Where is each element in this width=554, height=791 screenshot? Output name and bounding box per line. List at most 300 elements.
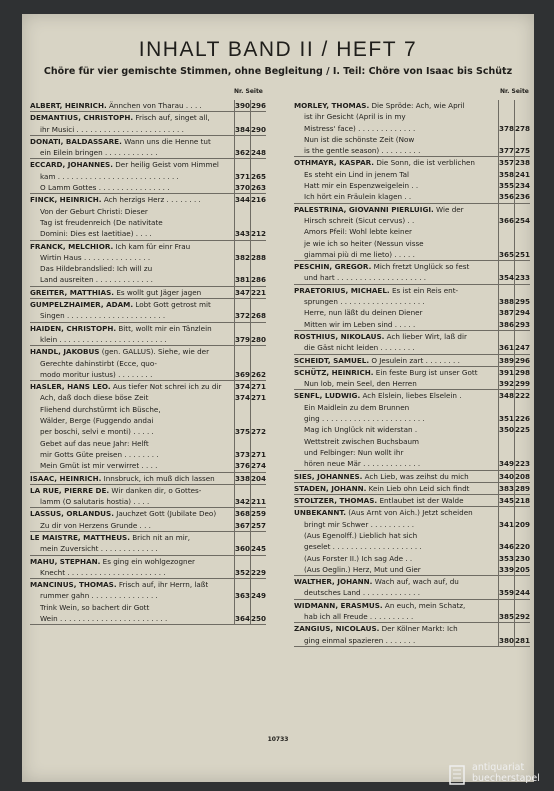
entry-number [234, 602, 250, 613]
entry-page: 294 [515, 308, 530, 318]
entry-number [498, 600, 514, 611]
index-line [294, 483, 530, 494]
index-entry [30, 194, 266, 240]
entry-number [498, 285, 514, 296]
entry-page: 230 [515, 553, 530, 563]
entry-page: 288 [251, 252, 266, 262]
entry-number: 363 [235, 591, 251, 601]
entry-text [294, 436, 498, 447]
index-line [30, 496, 266, 507]
entry-page: 216 [251, 195, 266, 205]
work-title: Aus tiefer Not schrei ich zu dir [110, 382, 222, 392]
work-title: modo moritur iustus) . . . . . . . . [40, 369, 153, 379]
watermark-line-1: antiquariat [472, 762, 525, 773]
work-title: Gebet auf das neue Jahr: Helft [40, 438, 149, 448]
work-title: (Aus Arnt von Aich.) Jetzt scheiden [345, 508, 473, 518]
entry-page [250, 579, 266, 590]
index-line [294, 331, 530, 342]
entry-number: 358 [499, 169, 515, 179]
entry-text [294, 471, 498, 482]
entry-page [250, 404, 266, 415]
entry-number: 371 [235, 171, 251, 181]
entry-text [30, 136, 234, 147]
entry-text [30, 473, 234, 484]
work-title: Entlaubet ist der Walde [377, 496, 464, 506]
work-title: Land ausreiten . . . . . . . . . . . . . [40, 275, 153, 285]
entry-page: 280 [251, 334, 266, 344]
entry-text [294, 180, 498, 191]
work-title: kam . . . . . . . . . . . . . . . . . . . . . . . . . . . [40, 171, 179, 181]
index-entry [294, 367, 530, 391]
entry-text [294, 226, 498, 237]
index-line [30, 274, 266, 285]
entry-number: 347 [235, 287, 251, 297]
entry-number: 379 [235, 334, 251, 344]
entry-text [294, 447, 498, 458]
entry-page: 234 [515, 181, 530, 191]
index-line [30, 323, 266, 334]
entry-page [250, 415, 266, 426]
entry-page [250, 532, 266, 543]
entry-page: 220 [515, 542, 530, 552]
entry-number: 383 [499, 483, 515, 493]
entry-text [294, 157, 498, 168]
index-line [294, 123, 530, 134]
entry-page: 238 [515, 158, 530, 168]
work-title: Mistress' face) . . . . . . . . . . . . . [304, 123, 416, 133]
work-title: Zu dir von Herzens Grunde . . . [40, 520, 151, 530]
entry-number [498, 261, 514, 272]
entry-number: 377 [499, 146, 515, 156]
index-line [294, 100, 530, 111]
work-title: Ein feste Burg ist unser Gott [373, 367, 478, 377]
entry-number [234, 404, 250, 415]
entry-number [234, 136, 250, 147]
work-title: Ach herzigs Herz . . . . . . . . [101, 195, 201, 205]
work-title: Gerechte dahinstirbt (Ecce, quo- [40, 358, 157, 368]
index-line [294, 436, 530, 447]
entry-page [514, 238, 530, 249]
entry-text [30, 263, 234, 274]
composer-name: SENFL, LUDWIG. [294, 391, 361, 401]
index-entry [30, 473, 266, 485]
entry-page: 272 [251, 427, 266, 437]
composer-name: STADEN, JOHANN. [294, 483, 367, 493]
entry-number: 390 [235, 101, 251, 110]
index-line [30, 485, 266, 496]
entry-page: 254 [515, 215, 530, 225]
composer-name: SCHÜTZ, HEINRICH. [294, 367, 374, 377]
index-entry [294, 576, 530, 600]
entry-page [514, 507, 530, 518]
entry-number [498, 226, 514, 237]
entry-number: 360 [235, 544, 251, 554]
index-line [294, 215, 530, 226]
entry-text [30, 206, 234, 217]
entry-number: 385 [499, 612, 515, 622]
entry-text [294, 553, 498, 564]
index-line [30, 602, 266, 613]
entry-text [30, 194, 234, 205]
entry-text [30, 323, 234, 334]
left-index-column [30, 100, 266, 625]
entry-number: 387 [499, 308, 515, 318]
index-entry [30, 556, 266, 580]
work-title: Wann uns die Henne tut [121, 136, 211, 146]
entry-text [294, 319, 498, 330]
watermark [448, 762, 552, 790]
entry-number: 373 [235, 449, 251, 459]
work-title: Hirsch schreit (Sicut cervus) . . [304, 215, 415, 225]
index-line [294, 635, 530, 646]
index-line [294, 249, 530, 260]
entry-number: 389 [499, 355, 515, 365]
entry-number [234, 485, 250, 496]
entry-text [294, 541, 498, 552]
work-title: Brich nit an mir, [129, 532, 191, 542]
work-title: Kein Lieb ohn Leid sich findt [366, 483, 470, 493]
work-title: Der Kölner Markt: Ich [379, 624, 458, 634]
index-line [294, 285, 530, 296]
index-entry [30, 381, 266, 472]
entry-text [294, 402, 498, 413]
work-title: O Jesulein zart . . . . . . . . [369, 355, 460, 365]
index-line [294, 355, 530, 366]
entry-page [514, 204, 530, 215]
index-line [30, 252, 266, 263]
composer-name: WALTHER, JOHANN. [294, 577, 373, 587]
index-entry [30, 346, 266, 381]
index-entry [294, 261, 530, 285]
index-line [30, 287, 266, 298]
entry-page: 268 [251, 311, 266, 321]
entry-number: 367 [235, 520, 251, 530]
entry-text [294, 238, 498, 249]
index-line [294, 226, 530, 237]
entry-text [30, 217, 234, 228]
entry-text [294, 564, 498, 575]
work-title: Hatt mir ein Espenzweigelein . . [304, 181, 419, 191]
entry-text [30, 100, 234, 111]
entry-text [294, 355, 498, 366]
entry-number: 340 [499, 471, 515, 481]
index-entry [294, 355, 530, 367]
index-entry [30, 100, 266, 112]
entry-number: 350 [499, 425, 515, 435]
entry-page: 296 [251, 101, 266, 110]
entry-text [30, 159, 234, 170]
entry-text [30, 520, 234, 531]
entry-number [498, 100, 514, 111]
entry-page: 204 [251, 473, 266, 483]
index-line [30, 147, 266, 158]
index-entry [294, 100, 530, 157]
entry-text [294, 424, 498, 435]
entry-number: 356 [499, 192, 515, 202]
entry-text [294, 495, 498, 506]
index-line [294, 424, 530, 435]
entry-text [30, 404, 234, 415]
entry-text [30, 252, 234, 263]
work-title: Wälder, Berge (Fuggendo andai [40, 416, 154, 426]
index-entry [294, 285, 530, 331]
index-line [30, 473, 266, 484]
entry-text [30, 567, 234, 578]
work-title: Fliehend durchstürmt ich Büsche, [40, 404, 161, 414]
entry-text [30, 381, 234, 392]
index-line [30, 449, 266, 460]
entry-number: 384 [235, 124, 251, 134]
entry-text [30, 299, 234, 310]
work-title: Mein Gmüt ist mir verwirret . . . . [40, 461, 158, 471]
entry-number: 370 [235, 183, 251, 193]
entry-page [514, 447, 530, 458]
entry-text [294, 587, 498, 598]
index-entry [30, 241, 266, 287]
entry-number: 364 [235, 614, 251, 624]
index-line [30, 299, 266, 310]
entry-number: 362 [235, 148, 251, 158]
index-line [30, 358, 266, 369]
entry-page [250, 136, 266, 147]
entry-text [294, 123, 498, 134]
composer-name: WIDMANN, ERASMUS. [294, 600, 383, 610]
entry-page: 265 [251, 171, 266, 181]
entry-number: 341 [499, 519, 515, 529]
work-title: Die Spröde: Ach, wie April [369, 101, 465, 110]
composer-name: LE MAISTRE, MATTHEUS. [30, 532, 130, 542]
entry-number [498, 447, 514, 458]
entry-page: 221 [251, 287, 266, 297]
work-title: ihr Musici . . . . . . . . . . . . . . . . . . . . . . . . [40, 124, 184, 134]
book-page [22, 14, 534, 782]
work-title: Knecht . . . . . . . . . . . . . . . . . . . . . . [40, 567, 166, 577]
entry-page [514, 530, 530, 541]
entry-number: 392 [499, 379, 515, 389]
entry-number: 357 [499, 158, 515, 168]
page-footer-number: 10733 [267, 736, 289, 743]
entry-page: 271 [251, 382, 266, 392]
page-subtitle: Chöre für vier gemischte Stimmen, ohne Begleitung / I. Teil: Chöre von Isaac bis Schütz [43, 66, 513, 77]
composer-name: PRAETORIUS, MICHAEL. [294, 285, 390, 295]
entry-page: 292 [515, 612, 530, 622]
entry-number: 391 [499, 367, 515, 377]
index-line [30, 159, 266, 170]
entry-number: 381 [235, 275, 251, 285]
entry-text [294, 635, 498, 646]
entry-page [514, 226, 530, 237]
work-title: Wettstreit zwischen Buchsbaum [304, 436, 420, 446]
index-line [294, 447, 530, 458]
entry-number: 382 [235, 252, 251, 262]
entry-page: 290 [251, 124, 266, 134]
entry-page: 296 [515, 355, 530, 365]
index-line [30, 404, 266, 415]
entry-number: 359 [499, 588, 515, 598]
work-title: O Lamm Gottes . . . . . . . . . . . . . . . . [40, 183, 170, 193]
entry-number [234, 323, 250, 334]
composer-name: LA RUE, PIERRE DE. [30, 485, 110, 495]
entry-page: 271 [251, 393, 266, 403]
work-title: Von der Geburt Christi: Dieser [40, 206, 148, 216]
composer-name: FRANCK, MELCHIOR. [30, 241, 114, 251]
index-line [294, 378, 530, 389]
work-title: Nun lob, mein Seel, den Herren [304, 379, 417, 389]
index-line [30, 567, 266, 578]
index-line [30, 426, 266, 437]
composer-name: MANCINUS, THOMAS. [30, 580, 117, 590]
index-line [30, 228, 266, 239]
work-title: Das Hildebrandslied: Ich will zu [40, 264, 153, 274]
index-line [294, 134, 530, 145]
index-line [30, 613, 266, 624]
work-title: Es wollt gut Jäger jagen [114, 287, 202, 297]
entry-text [30, 358, 234, 369]
index-line [30, 520, 266, 531]
index-line [30, 100, 266, 111]
index-line [294, 204, 530, 215]
work-title: Trink Wein, so bachert dir Gott [40, 602, 150, 612]
index-line [294, 471, 530, 482]
entry-page [514, 436, 530, 447]
watermark-text [472, 762, 540, 784]
index-line [294, 169, 530, 180]
entry-text [294, 378, 498, 389]
index-line [294, 564, 530, 575]
entry-number: 348 [499, 391, 515, 401]
entry-page: 223 [515, 459, 530, 469]
work-title: (Aus Forster II.) Ich sag Ade . . [304, 553, 413, 563]
entry-text [30, 556, 234, 567]
composer-name: GREITER, MATTHIAS. [30, 287, 115, 297]
entry-number: 372 [235, 311, 251, 321]
index-line [294, 587, 530, 598]
page-title: INHALT BAND II / HEFT 7 [138, 38, 418, 61]
entry-text [294, 215, 498, 226]
composer-name: OTHMAYR, KASPAR. [294, 158, 375, 168]
entry-text [294, 483, 498, 494]
right-index-column [294, 100, 530, 647]
entry-text [30, 369, 234, 380]
entry-number [234, 112, 250, 123]
entry-page: 259 [251, 509, 266, 519]
entry-number [234, 438, 250, 449]
index-line [294, 495, 530, 506]
entry-page: 295 [515, 297, 530, 307]
work-title: Es ging ein wohlgezogner [100, 556, 195, 566]
index-line [294, 623, 530, 634]
work-title: geselet . . . . . . . . . . . . . . . . . . . . [304, 542, 422, 552]
composer-name: LASSUS, ORLANDUS. [30, 509, 114, 519]
work-title: ein Eilein bringen . . . . . . . . . . . . [40, 148, 158, 158]
index-line [30, 460, 266, 471]
entry-number: 386 [499, 319, 515, 329]
index-line [294, 145, 530, 156]
entry-text [294, 623, 498, 634]
entry-page [514, 100, 530, 111]
entry-page [250, 602, 266, 613]
entry-text [30, 346, 234, 357]
work-title: sprungen . . . . . . . . . . . . . . . . . . . [304, 297, 425, 307]
entry-text [294, 413, 498, 424]
index-line [30, 346, 266, 357]
index-line [294, 261, 530, 272]
work-title: per boschi, selvi e monti) . . . . . [40, 427, 154, 437]
work-title: und Felbinger: Nun wollt ihr [304, 447, 404, 457]
index-line [30, 543, 266, 554]
index-line [30, 136, 266, 147]
composer-name: ALBERT, HEINRICH. [30, 101, 107, 110]
entry-page [250, 358, 266, 369]
index-line [30, 217, 266, 228]
entry-page: 247 [515, 343, 530, 353]
work-title: Mag ich Unglück nit widerstan . [304, 425, 418, 435]
work-title: Wirtin Haus . . . . . . . . . . . . . . . [40, 252, 151, 262]
work-title: (Aus Egenolff.) Lieblich hat sich [304, 530, 418, 540]
index-entry [30, 508, 266, 532]
entry-page [250, 263, 266, 274]
entry-page: 263 [251, 183, 266, 193]
entry-page: 225 [515, 425, 530, 435]
index-line [30, 194, 266, 205]
entry-page: 209 [515, 519, 530, 529]
index-line [30, 112, 266, 123]
entry-text [30, 171, 234, 182]
entry-text [294, 272, 498, 283]
entry-number [498, 331, 514, 342]
entry-number: 369 [235, 369, 251, 379]
work-title: ging einmal spazieren . . . . . . . [304, 635, 416, 645]
entry-number: 353 [499, 553, 515, 563]
entry-page: 278 [515, 123, 530, 133]
index-line [30, 171, 266, 182]
entry-number: 378 [499, 123, 515, 133]
index-entry [30, 112, 266, 136]
work-title: Frisch auf, singet all, [133, 113, 210, 123]
entry-text [294, 458, 498, 469]
composer-name: SCHEIDT, SAMUEL. [294, 355, 370, 365]
work-title: Ach lieber Wirt, laß dir [384, 331, 467, 341]
entry-page [514, 402, 530, 413]
work-title: Herre, nun läßt du deinen Diener [304, 308, 423, 318]
entry-text [294, 261, 498, 272]
entry-page [250, 206, 266, 217]
work-title: Ich kam für einr Frau [113, 241, 191, 251]
entry-number: 346 [499, 542, 515, 552]
entry-text [294, 307, 498, 318]
entry-number: 343 [235, 229, 251, 239]
composer-name: DEMANTIUS, CHRISTOPH. [30, 113, 134, 123]
work-title: ging . . . . . . . . . . . . . . . . . . . . . . . [304, 414, 425, 424]
work-title: Der heilig Geist vom Himmel [112, 160, 219, 170]
composer-name: PESCHIN, GREGOR. [294, 262, 372, 272]
index-line [30, 369, 266, 380]
work-title: Wein . . . . . . . . . . . . . . . . . . . . . . . . [40, 614, 168, 624]
index-entry [30, 287, 266, 299]
entry-text [294, 100, 498, 111]
entry-page: 271 [251, 449, 266, 459]
index-line [294, 519, 530, 530]
work-title: Domini: Dies est laetitiae) . . . . [40, 229, 152, 239]
entry-number: 361 [499, 343, 515, 353]
entry-page: 229 [251, 567, 266, 577]
index-line [30, 334, 266, 345]
index-entry [30, 485, 266, 509]
index-line [30, 392, 266, 403]
entry-text [294, 249, 498, 260]
index-line [294, 272, 530, 283]
entry-text [294, 390, 498, 401]
